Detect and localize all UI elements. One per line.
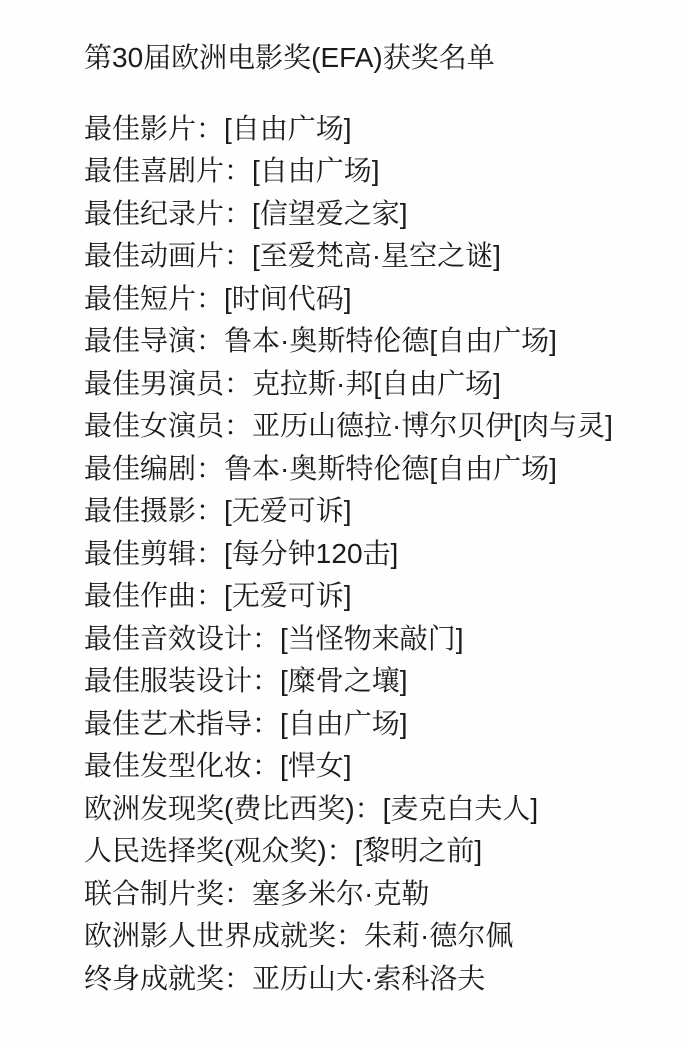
- award-line-best-actor: [84, 363, 670, 406]
- award-winner: [至爱梵高·星空之谜]: [252, 240, 501, 271]
- award-label: 欧洲影人世界成就奖：: [84, 920, 365, 951]
- award-winner: [自由广场]: [280, 707, 408, 739]
- award-label: 最佳影片：: [84, 112, 225, 144]
- award-winner: [悍女]: [280, 750, 352, 781]
- award-label: 最佳音效设计：: [84, 622, 281, 654]
- award-line-best-short: [84, 278, 670, 321]
- award-line-best-actress: [84, 405, 670, 448]
- award-winner: [自由广场]: [224, 112, 352, 144]
- award-line-discovery-fipresci: [84, 788, 670, 831]
- award-label: 最佳动画片：: [84, 240, 253, 271]
- award-line-best-hair-makeup: [84, 745, 670, 788]
- award-label: 最佳短片：: [84, 282, 225, 314]
- award-winner: [麦克白夫人]: [382, 792, 539, 824]
- award-line-best-film: [84, 108, 670, 151]
- award-line-best-animation: [84, 235, 670, 278]
- award-label: 最佳男演员：: [84, 367, 253, 399]
- award-label: 最佳剪辑：: [84, 537, 225, 569]
- award-line-best-sound-design: [84, 618, 670, 661]
- award-label: 终身成就奖：: [84, 962, 253, 994]
- award-winner: [无爱可诉]: [224, 580, 352, 611]
- award-label: 欧洲发现奖(费比西奖)：: [84, 792, 383, 824]
- award-winner: 克拉斯·邦[自由广场]: [252, 367, 501, 399]
- award-winner: [自由广场]: [252, 155, 380, 186]
- award-label: 最佳发型化妆：: [84, 750, 281, 781]
- award-line-best-production-design: [84, 703, 670, 746]
- award-label: 人民选择奖(观众奖)：: [84, 835, 355, 866]
- award-label: 最佳作曲：: [84, 580, 225, 611]
- award-winner: 亚历山德拉·博尔贝伊[肉与灵]: [252, 410, 613, 441]
- award-label: 最佳摄影：: [84, 495, 225, 526]
- award-label: 最佳女演员：: [84, 410, 253, 441]
- award-winner: 塞多米尔·克勒: [252, 877, 430, 909]
- award-line-best-editing: [84, 533, 670, 576]
- award-label: 最佳编剧：: [84, 452, 225, 484]
- award-label: 最佳喜剧片：: [84, 155, 253, 186]
- award-label: 最佳纪录片：: [84, 197, 253, 229]
- award-winner: 鲁本·奥斯特伦德[自由广场]: [224, 452, 557, 484]
- award-winner: 朱莉·德尔佩: [364, 920, 514, 951]
- award-winner: 亚历山大·索科洛夫: [252, 962, 486, 994]
- award-winner: [无爱可诉]: [224, 495, 352, 526]
- award-winner: [当怪物来敲门]: [280, 622, 464, 654]
- award-winner: 鲁本·奥斯特伦德[自由广场]: [224, 325, 557, 356]
- award-line-lifetime-achievement: [84, 958, 670, 1001]
- award-line-best-comedy: [84, 150, 670, 193]
- award-label: 联合制片奖：: [84, 877, 253, 909]
- award-line-best-documentary: [84, 193, 670, 236]
- award-winner: [每分钟120击]: [224, 537, 399, 569]
- award-winner: [糜骨之壤]: [280, 665, 408, 696]
- award-list: [84, 108, 670, 1001]
- page-title: 第30届欧洲电影奖(EFA)获奖名单: [84, 42, 495, 73]
- award-winner: [时间代码]: [224, 282, 352, 314]
- award-label: 最佳导演：: [84, 325, 225, 356]
- award-line-best-screenplay: [84, 448, 670, 491]
- award-line-world-cinema-achievement: [84, 915, 670, 958]
- award-line-peoples-choice: [84, 830, 670, 873]
- award-winner: [信望爱之家]: [252, 197, 408, 229]
- award-winner: [黎明之前]: [354, 835, 483, 866]
- award-line-best-cinematography: [84, 490, 670, 533]
- award-line-best-score: [84, 575, 670, 618]
- award-line-co-production: [84, 873, 670, 916]
- award-label: 最佳艺术指导：: [84, 707, 281, 739]
- award-label: 最佳服装设计：: [84, 665, 281, 696]
- award-line-best-costume-design: [84, 660, 670, 703]
- award-line-best-director: [84, 320, 670, 363]
